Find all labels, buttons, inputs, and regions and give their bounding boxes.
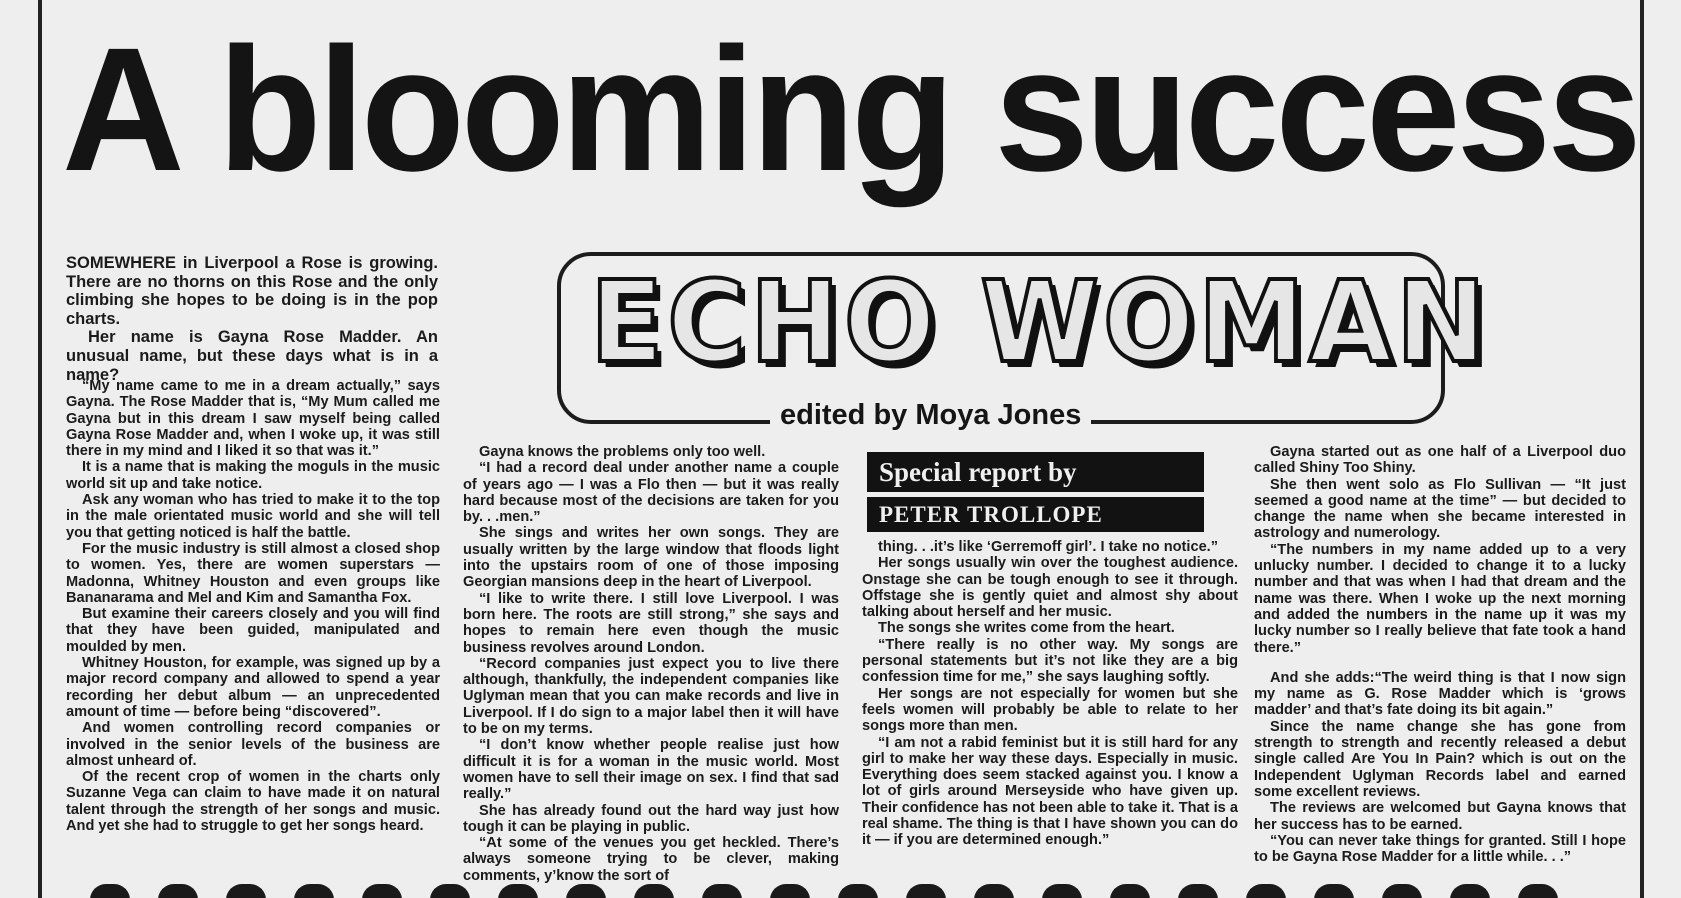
paragraph: Since the name change she has gone from strength to strength and recently released a debut single called Are You In Pain? which is out on the Independent Uglyman Records label and earned some excellent reviews.: [1254, 718, 1626, 800]
paragraph: Gayna started out as one half of a Liverpool duo called Shiny Too Shiny.: [1254, 444, 1626, 477]
paragraph: “I like to write there. I still love Liverpool. I was born here. The roots are still strong,” she says and hopes to remain here even though the music business revolves around London.: [463, 590, 839, 656]
paragraph: For the music industry is still almost a closed shop to women. Yes, there are women superstars — Madonna, Whitney Houston and even groups like Bananarama and Mel and Kim and Samantha Fox.: [66, 540, 440, 606]
article-column-2: [463, 444, 839, 884]
lead-paragraphs: [66, 254, 438, 384]
byline-label: Special report by: [867, 452, 1204, 492]
article-column-1: [66, 378, 440, 834]
section-editor: edited by Moya Jones: [770, 398, 1091, 432]
headline: A blooming success: [62, 12, 1638, 208]
paragraph: “Record companies just expect you to live there although, thankfully, the independent companies like Uglyman mean that you can make records and live in Liverpool. If I do sign to a major label then it will have to be on my terms.: [463, 655, 839, 738]
paragraph: “You can never take things for granted. Still I hope to be Gayna Rose Madder for a little while. . .”: [1254, 832, 1626, 866]
paragraph: It is a name that is making the moguls in the music world sit up and take notice.: [66, 459, 440, 492]
paragraph: Gayna knows the problems only too well.: [479, 444, 766, 460]
paragraph: Ask any woman who has tried to make it to the top in the male orientated music world and she will tell you that getting noticed is half the battle.: [66, 492, 440, 541]
article-column-4: [1254, 444, 1626, 865]
paragraph: And she adds:“The weird thing is that I now sign my name as G. Rose Madder which is ‘grows madder’ and that’s fate doing its bit again.”: [1254, 669, 1626, 719]
paragraph: “I am not a rabid feminist but it is still hard for any girl to make her way these days. Especially in music. Everything does seem stacked against you. I know a lot of girls around Merseyside who have given up. Their confidence has not been able to take it. That is a real shame. The thing is that I have shown you can do it — if you are determined enough.”: [862, 734, 1238, 849]
paragraph: The reviews are welcomed but Gayna knows that her success has to be earned.: [1254, 800, 1626, 833]
paragraph: The songs she writes come from the heart.: [878, 620, 1175, 637]
paragraph: SOMEWHERE in Liverpool a Rose is growing. There are no thorns on this Rose and the only climbing she hopes to be doing is in the pop charts.: [66, 254, 438, 328]
column-rule-right: [1640, 0, 1644, 898]
paragraph: She has already found out the hard way just how tough it can be playing in public.: [463, 802, 839, 835]
paragraph: “At some of the venues you get heckled. There’s always someone trying to be clever, making comments, y’know the sort of: [463, 835, 839, 884]
paragraph: Her songs are not especially for women but she feels women will probably be able to relate to her songs more than men.: [862, 685, 1238, 735]
paragraph: Her songs usually win over the toughest audience. Onstage she can be tough enough to see it through. Offstage she is gently quiet and almost shy about talking about herself and her music.: [862, 555, 1238, 621]
paragraph: “The numbers in my name added up to a very unlucky number. I decided to change it to a lucky number and that was when I had that dream and the name was there. When I woke up the next morning and added the numbers in the name up it was my lucky number so I really believe that fate took a hand there.”: [1254, 541, 1626, 656]
column-rule-left: [38, 0, 42, 898]
paragraph: But examine their careers closely and you will find that they have been guided, manipulated and moulded by men.: [66, 606, 440, 655]
article-column-3: [862, 539, 1238, 849]
paragraph: Of the recent crop of women in the charts only Suzanne Vega can claim to have made it on natural talent through the strength of her songs and music. And yet she had to struggle to get her songs heard.: [66, 769, 440, 835]
next-headline-fragment: [90, 884, 1590, 898]
paragraph: She then went solo as Flo Sullivan — “It just seemed a good name at the time” — but decided to change the name when she became interested in astrology and numerology.: [1254, 476, 1626, 542]
paragraph: “My name came to me in a dream actually,” says Gayna. The Rose Madder that is, “My Mum called me Gayna but in this dream I saw myself being called Gayna Rose Madder and, when I woke up, it was still there in my mind and I liked it so that was it.”: [66, 378, 440, 460]
paragraph: “I had a record deal under another name a couple of years ago — I was a Flo then — but it was really hard because most of the decisions are taken for you by. . .men.”: [463, 460, 839, 526]
paragraph: Whitney Houston, for example, was signed up by a major record company and allowed to spend a year recording her debut album — an unprecedented amount of time — before being “discovered”.: [66, 655, 440, 720]
paragraph: She sings and writes her own songs. They are usually written by the large window that floods light into the upstairs room of one of those imposing Georgian mansions deep in the heart of Liverpool.: [463, 525, 839, 591]
paragraph: And women controlling record companies or involved in the senior levels of the business are almost unheard of.: [66, 720, 440, 769]
paragraph: “I don’t know whether people realise just how difficult it is for a woman in the music world. Most women have to sell their image on sex. I find that sad really.”: [463, 737, 839, 803]
paragraph: thing. . .it’s like ‘Gerremoff girl’. I take no notice.”: [878, 539, 1219, 555]
section-title: ECHO WOMAN: [590, 258, 1490, 388]
paragraph: “There really is no other way. My songs are personal statements but it’s not like they are a big confession time for me,” she says laughing softly.: [862, 636, 1238, 686]
paragraph: Her name is Gayna Rose Madder. An unusual name, but these days what is in a name?: [66, 328, 438, 384]
byline-author: PETER TROLLOPE: [867, 497, 1204, 532]
